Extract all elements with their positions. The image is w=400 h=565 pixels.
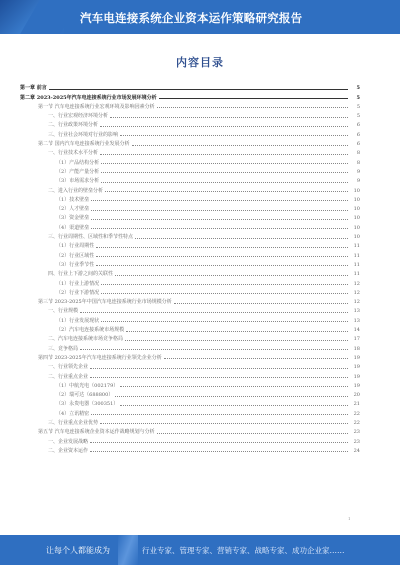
toc-leader-dots <box>110 117 348 118</box>
page-number: 1 <box>348 516 351 521</box>
toc-entry-page: 10 <box>353 206 360 213</box>
toc-leader-dots <box>101 293 348 294</box>
toc-entry-page: 10 <box>353 224 360 231</box>
toc-entry[interactable] <box>20 361 360 370</box>
toc-entry-page: 19 <box>353 382 360 389</box>
toc-entry-page: 10 <box>353 187 360 194</box>
toc-entry-label: 第五节 汽车电连接系统企业资本运作战略规划与分析 <box>38 429 155 436</box>
toc-leader-dots <box>105 191 348 192</box>
toc-entry-page: 18 <box>353 345 360 352</box>
toc-entry-page: 12 <box>353 280 360 287</box>
toc-entry[interactable] <box>20 231 360 240</box>
toc-entry-label: （2）汽车电连接系统市场规模 <box>56 327 125 334</box>
toc-entry-label: （3）资金壁垒 <box>56 215 90 222</box>
toc-entry-label: （2）产能产量分析 <box>56 168 100 175</box>
toc-leader-dots <box>80 349 348 350</box>
toc-leader-dots <box>80 312 348 313</box>
toc-entry[interactable] <box>20 324 360 333</box>
toc-entry-page: 12 <box>353 289 360 296</box>
toc-leader-dots <box>135 238 348 239</box>
toc-leader-dots <box>101 163 348 164</box>
toc-entry[interactable] <box>20 314 360 323</box>
toc-entry-page: 11 <box>353 252 360 259</box>
toc-entry[interactable] <box>20 184 360 193</box>
toc-entry-label: （1）技术壁垒 <box>56 196 90 203</box>
toc-entry-label: 一、行业规模 <box>48 308 79 315</box>
toc-leader-dots <box>115 396 348 397</box>
toc-entry[interactable] <box>20 203 360 212</box>
toc-entry-page: 19 <box>353 373 360 380</box>
toc-entry-label: 三、竞争格局 <box>48 345 79 352</box>
toc-leader-dots <box>159 98 348 99</box>
toc-leader-dots <box>90 442 348 443</box>
toc-leader-dots <box>100 423 348 424</box>
toc-leader-dots <box>120 405 348 406</box>
toc-entry[interactable] <box>20 417 360 426</box>
toc-leader-dots <box>101 284 348 285</box>
toc-entry-page: 19 <box>353 364 360 371</box>
toc-leader-dots <box>100 154 348 155</box>
toc-heading: 内容目录 <box>176 56 224 69</box>
toc-entry-label: 二、行业重点企业 <box>48 373 89 380</box>
toc-entry-label: 三、行业社会环境对行业的影响 <box>48 131 119 138</box>
toc-leader-dots <box>90 451 348 452</box>
toc-entry[interactable] <box>20 407 360 416</box>
toc-entry[interactable] <box>20 342 360 351</box>
toc-entry[interactable] <box>20 435 360 444</box>
footer-tagline: 行业专家、管理专家、营销专家、战略专家、成功企业家…… <box>142 546 345 555</box>
toc-entry[interactable] <box>20 175 360 184</box>
toc-entry-label: （2）人才壁垒 <box>56 206 90 213</box>
toc-entry[interactable] <box>20 398 360 407</box>
toc-leader-dots <box>91 219 348 220</box>
toc-entry[interactable] <box>20 259 360 268</box>
toc-entry[interactable] <box>20 389 360 398</box>
toc-entry-label: （4）立讯精密 <box>56 410 90 417</box>
toc-entry[interactable] <box>20 445 360 454</box>
toc-entry-page: 8 <box>356 150 360 157</box>
toc-entry[interactable] <box>20 138 360 147</box>
toc-leader-dots <box>101 172 348 173</box>
toc-entry-label: 第一节 汽车电连接系统行业宏观环境及影响因素分析 <box>38 103 155 110</box>
toc-entry-page: 13 <box>353 308 360 315</box>
toc-entry[interactable] <box>20 305 360 314</box>
toc-entry-page: 5 <box>356 94 360 101</box>
toc-entry-page: 5 <box>356 85 360 92</box>
toc-entry-label: 一、行业技术水平分析 <box>48 150 99 157</box>
toc-entry-page: 10 <box>353 234 360 241</box>
toc-entry-label: （4）渠道壁垒 <box>56 224 90 231</box>
toc-entry-label: （3）市场需求分析 <box>56 178 100 185</box>
toc-entry-page: 12 <box>353 299 360 306</box>
toc-leader-dots <box>157 107 348 108</box>
toc-leader-dots <box>132 145 348 146</box>
toc-entry-label: 四、行业上下游之间的关联性 <box>48 271 114 278</box>
toc-entry[interactable] <box>20 221 360 230</box>
toc-entry[interactable] <box>20 370 360 379</box>
toc-leader-dots <box>90 368 348 369</box>
toc-entry[interactable] <box>20 277 360 286</box>
toc-entry-label: （1）行业发展现状 <box>56 317 100 324</box>
toc-leader-dots <box>101 182 348 183</box>
toc-entry-label: （1）行业周期性 <box>56 243 95 250</box>
toc-leader-dots <box>120 135 348 136</box>
toc-leader-dots <box>174 303 348 304</box>
toc-entry[interactable] <box>20 380 360 389</box>
toc-entry-label: 一、行业宏观经济环境分析 <box>48 113 109 120</box>
toc-leader-dots <box>91 228 348 229</box>
toc-entry-page: 23 <box>353 429 360 436</box>
toc-entry[interactable] <box>20 156 360 165</box>
toc-entry[interactable] <box>20 287 360 296</box>
toc-entry[interactable] <box>20 194 360 203</box>
toc-leader-dots <box>96 256 348 257</box>
toc-entry-label: （2）行业下游情况 <box>56 289 100 296</box>
toc-entry[interactable] <box>20 333 360 342</box>
toc-entry-label: 一、行业领先企业 <box>48 364 89 371</box>
header-decoration <box>0 0 64 34</box>
toc-entry[interactable] <box>20 166 360 175</box>
toc-leader-dots <box>126 331 348 332</box>
toc-entry-label: 二、企业资本运作 <box>48 447 89 454</box>
toc-entry-page: 10 <box>353 196 360 203</box>
report-title: 汽车电连接系统企业资本运作策略研究报告 <box>80 11 303 25</box>
toc-entry-label: 一、企业发展战略 <box>48 438 89 445</box>
toc-entry-page: 11 <box>353 261 360 268</box>
toc-entry-label: （3）行业季节性 <box>56 261 95 268</box>
toc-entry[interactable] <box>20 91 360 100</box>
header-bar <box>0 0 400 34</box>
toc-entry-page: 13 <box>353 317 360 324</box>
toc-entry-page: 6 <box>356 131 360 138</box>
toc-entry[interactable] <box>20 82 360 91</box>
footer-bar <box>0 535 400 565</box>
toc-entry[interactable] <box>20 240 360 249</box>
toc-leader-dots <box>90 377 348 378</box>
toc-entry-label: 三、行业重点企业优势 <box>48 419 99 426</box>
toc-entry-label: 第二节 国内汽车电连接系统行业发展分析 <box>38 141 130 148</box>
toc-entry-page: 21 <box>353 401 360 408</box>
toc-entry-label: （1）中航光电（002179） <box>56 382 119 389</box>
toc-entry-page: 9 <box>356 168 360 175</box>
toc-entry-page: 11 <box>353 271 360 278</box>
toc-entry-label: 二、行业政策环境分析 <box>48 122 99 129</box>
toc-leader-dots <box>164 358 348 359</box>
toc-entry-page: 8 <box>356 159 360 166</box>
toc-leader-dots <box>120 386 348 387</box>
toc-leader-dots <box>91 414 348 415</box>
toc-leader-dots <box>157 433 348 434</box>
toc-entry-page: 9 <box>356 178 360 185</box>
toc-entry-label: （3）永贵电器（300351） <box>56 401 119 408</box>
toc-entry[interactable] <box>20 426 360 435</box>
toc-entry-page: 5 <box>356 103 360 110</box>
toc-entry-page: 23 <box>353 438 360 445</box>
toc-entry[interactable] <box>20 268 360 277</box>
toc-entry-label: （2）行业区域性 <box>56 252 95 259</box>
toc-entry[interactable] <box>20 128 360 137</box>
toc-leader-dots <box>96 247 348 248</box>
toc-entry-label: 第三节 2023-2025年中国汽车电连接系统行业市场规模分析 <box>38 299 172 306</box>
toc-entry[interactable] <box>20 249 360 258</box>
toc-entry-page: 6 <box>356 122 360 129</box>
toc-entry[interactable] <box>20 352 360 361</box>
footer-divider <box>118 535 138 565</box>
toc-entry[interactable] <box>20 147 360 156</box>
toc-leader-dots <box>125 340 348 341</box>
toc-entry-page: 14 <box>353 327 360 334</box>
toc-leader-dots <box>49 89 348 90</box>
toc-entry[interactable] <box>20 110 360 119</box>
footer-slogan: 让每个人都能成为 <box>46 546 110 555</box>
table-of-contents <box>20 82 360 454</box>
toc-entry[interactable] <box>20 119 360 128</box>
toc-entry-label: 第二章 2023-2025年汽车电连接系统行业市场发展环境分析 <box>20 94 157 101</box>
toc-entry-page: 6 <box>356 141 360 148</box>
toc-entry-page: 19 <box>353 354 360 361</box>
toc-entry-label: （1）产品结构分析 <box>56 159 100 166</box>
toc-entry-label: 第一章 前言 <box>20 85 47 92</box>
toc-entry-page: 10 <box>353 215 360 222</box>
toc-leader-dots <box>100 126 348 127</box>
toc-entry-page: 20 <box>353 392 360 399</box>
toc-entry[interactable] <box>20 101 360 110</box>
toc-entry-page: 22 <box>353 410 360 417</box>
toc-entry-label: （1）行业上游情况 <box>56 280 100 287</box>
toc-leader-dots <box>91 210 348 211</box>
toc-entry-page: 17 <box>353 336 360 343</box>
toc-entry[interactable] <box>20 212 360 221</box>
toc-entry-label: 三、行业周期性、区域性和季节性特点 <box>48 234 134 241</box>
toc-leader-dots <box>91 200 348 201</box>
toc-leader-dots <box>115 275 348 276</box>
toc-entry-page: 24 <box>353 447 360 454</box>
toc-entry-label: （2）瑞可达（688800） <box>56 392 114 399</box>
toc-entry-label: 二、汽车电连接系统市场竞争格局 <box>48 336 124 343</box>
toc-entry-label: 二、进入行业的壁垒分析 <box>48 187 104 194</box>
toc-entry-page: 11 <box>353 243 360 250</box>
toc-entry-page: 22 <box>353 419 360 426</box>
toc-entry[interactable] <box>20 296 360 305</box>
toc-entry-label: 第四节 2023-2025年汽车电连接系统行业领先企业分析 <box>38 354 162 361</box>
toc-leader-dots <box>96 265 348 266</box>
toc-entry-page: 5 <box>356 113 360 120</box>
toc-leader-dots <box>101 321 348 322</box>
